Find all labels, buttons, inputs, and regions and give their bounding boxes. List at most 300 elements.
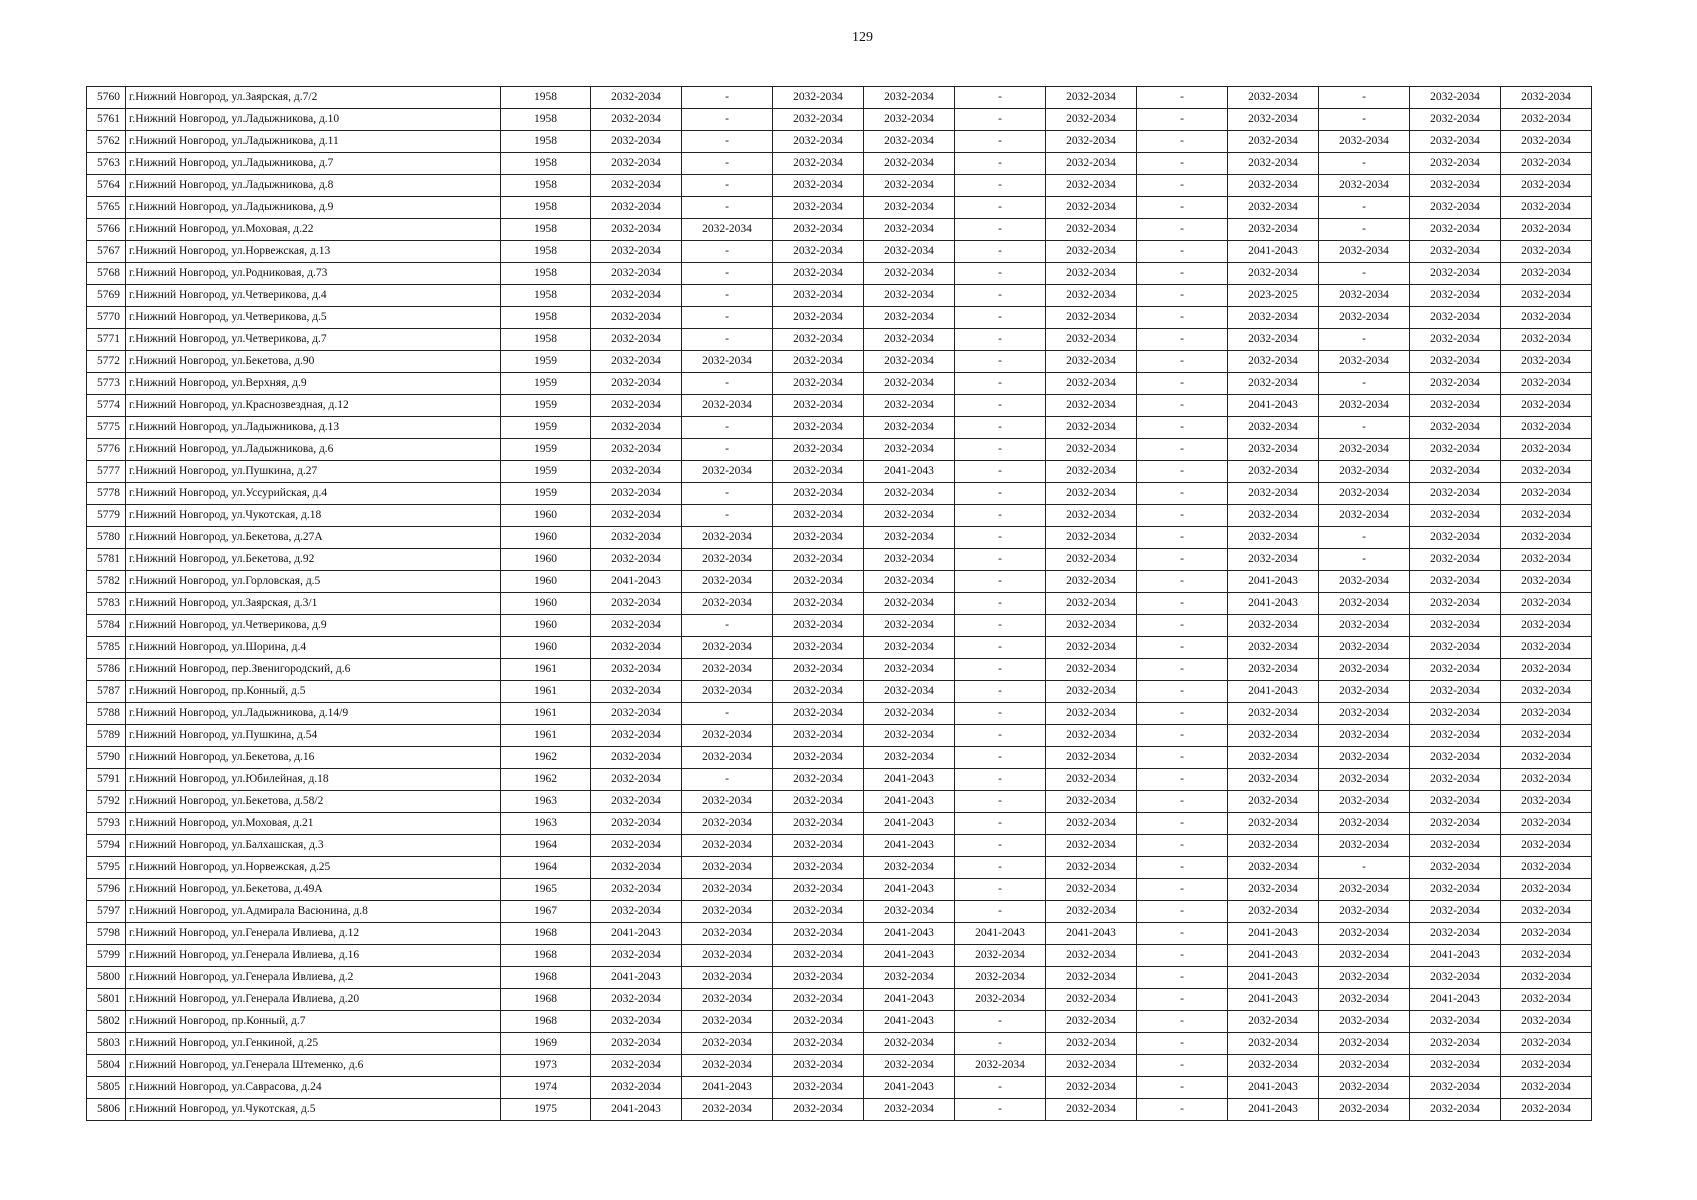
period-cell: 2032-2034 xyxy=(1410,901,1501,923)
period-cell: 2032-2034 xyxy=(773,725,864,747)
period-cell: 2032-2034 xyxy=(1228,901,1319,923)
period-cell: 2032-2034 xyxy=(773,835,864,857)
period-cell: 2041-2043 xyxy=(1046,923,1137,945)
period-cell: 2032-2034 xyxy=(773,505,864,527)
period-cell: - xyxy=(1137,527,1228,549)
period-cell: - xyxy=(955,747,1046,769)
period-cell: 2032-2034 xyxy=(864,857,955,879)
period-cell: - xyxy=(955,175,1046,197)
period-cell: 2032-2034 xyxy=(1228,373,1319,395)
page-number: 129 xyxy=(852,30,873,45)
period-cell: 2032-2034 xyxy=(591,329,682,351)
period-cell: 2032-2034 xyxy=(1046,417,1137,439)
year-cell: 1959 xyxy=(501,439,591,461)
period-cell: 2032-2034 xyxy=(591,1077,682,1099)
period-cell: - xyxy=(955,351,1046,373)
period-cell: 2032-2034 xyxy=(1410,615,1501,637)
table-row xyxy=(87,505,1592,527)
period-cell: 2032-2034 xyxy=(773,945,864,967)
period-cell: 2032-2034 xyxy=(591,857,682,879)
period-cell: 2032-2034 xyxy=(864,549,955,571)
period-cell: - xyxy=(955,637,1046,659)
period-cell: - xyxy=(1137,637,1228,659)
period-cell: - xyxy=(955,725,1046,747)
period-cell: 2032-2034 xyxy=(1501,241,1592,263)
period-cell: 2032-2034 xyxy=(773,1011,864,1033)
year-cell: 1958 xyxy=(501,109,591,131)
period-cell: 2032-2034 xyxy=(1410,659,1501,681)
period-cell: - xyxy=(682,483,773,505)
period-cell: - xyxy=(1137,87,1228,109)
period-cell: 2032-2034 xyxy=(773,747,864,769)
table-row xyxy=(87,1055,1592,1077)
address-cell: г.Нижний Новгород, ул.Горловская, д.5 xyxy=(126,571,501,593)
period-cell: 2032-2034 xyxy=(773,263,864,285)
period-cell: 2032-2034 xyxy=(773,1055,864,1077)
period-cell: 2032-2034 xyxy=(1228,263,1319,285)
table-row xyxy=(87,329,1592,351)
period-cell: 2032-2034 xyxy=(1046,373,1137,395)
period-cell: 2041-2043 xyxy=(864,1011,955,1033)
period-cell: - xyxy=(1137,109,1228,131)
table-row xyxy=(87,615,1592,637)
period-cell: 2032-2034 xyxy=(1228,769,1319,791)
year-cell: 1961 xyxy=(501,659,591,681)
period-cell: 2032-2034 xyxy=(1501,1077,1592,1099)
period-cell: - xyxy=(1137,615,1228,637)
row-number-cell: 5796 xyxy=(87,879,126,901)
year-cell: 1968 xyxy=(501,945,591,967)
period-cell: 2032-2034 xyxy=(1501,703,1592,725)
period-cell: - xyxy=(1137,197,1228,219)
address-cell: г.Нижний Новгород, ул.Четверикова, д.9 xyxy=(126,615,501,637)
period-cell: 2041-2043 xyxy=(864,879,955,901)
period-cell: 2032-2034 xyxy=(591,549,682,571)
table-body xyxy=(87,87,1592,1121)
period-cell: 2032-2034 xyxy=(773,857,864,879)
period-cell: 2041-2043 xyxy=(864,835,955,857)
period-cell: - xyxy=(1137,219,1228,241)
period-cell: 2032-2034 xyxy=(591,417,682,439)
year-cell: 1958 xyxy=(501,131,591,153)
period-cell: 2032-2034 xyxy=(1410,505,1501,527)
period-cell: 2032-2034 xyxy=(682,967,773,989)
address-cell: г.Нижний Новгород, ул.Краснозвездная, д.12 xyxy=(126,395,501,417)
address-cell: г.Нижний Новгород, ул.Четверикова, д.5 xyxy=(126,307,501,329)
period-cell: - xyxy=(682,153,773,175)
period-cell: - xyxy=(955,593,1046,615)
period-cell: 2032-2034 xyxy=(1046,263,1137,285)
period-cell: 2032-2034 xyxy=(1319,747,1410,769)
year-cell: 1975 xyxy=(501,1099,591,1121)
period-cell: 2041-2043 xyxy=(682,1077,773,1099)
period-cell: 2032-2034 xyxy=(682,571,773,593)
period-cell: 2041-2043 xyxy=(591,967,682,989)
period-cell: - xyxy=(1137,945,1228,967)
period-cell: 2032-2034 xyxy=(591,769,682,791)
period-cell: 2032-2034 xyxy=(1501,901,1592,923)
period-cell: 2032-2034 xyxy=(773,373,864,395)
period-cell: 2032-2034 xyxy=(1501,175,1592,197)
period-cell: 2032-2034 xyxy=(1046,505,1137,527)
period-cell: 2041-2043 xyxy=(1228,945,1319,967)
period-cell: 2032-2034 xyxy=(1410,241,1501,263)
period-cell: 2032-2034 xyxy=(1046,197,1137,219)
table-row xyxy=(87,879,1592,901)
table-row xyxy=(87,527,1592,549)
address-cell: г.Нижний Новгород, ул.Бекетова, д.49А xyxy=(126,879,501,901)
period-cell: 2032-2034 xyxy=(1228,329,1319,351)
row-number-cell: 5780 xyxy=(87,527,126,549)
period-cell: 2032-2034 xyxy=(1410,483,1501,505)
period-cell: 2032-2034 xyxy=(864,241,955,263)
period-cell: 2032-2034 xyxy=(591,593,682,615)
period-cell: 2032-2034 xyxy=(1410,747,1501,769)
period-cell: - xyxy=(1319,197,1410,219)
row-number-cell: 5799 xyxy=(87,945,126,967)
period-cell: 2032-2034 xyxy=(1319,241,1410,263)
period-cell: 2032-2034 xyxy=(682,549,773,571)
period-cell: 2032-2034 xyxy=(1501,593,1592,615)
table-row xyxy=(87,483,1592,505)
period-cell: 2032-2034 xyxy=(864,131,955,153)
period-cell: - xyxy=(955,1099,1046,1121)
period-cell: - xyxy=(955,439,1046,461)
period-cell: - xyxy=(1137,703,1228,725)
period-cell: - xyxy=(682,87,773,109)
row-number-cell: 5777 xyxy=(87,461,126,483)
period-cell: 2032-2034 xyxy=(1319,571,1410,593)
period-cell: 2032-2034 xyxy=(1501,461,1592,483)
period-cell: 2032-2034 xyxy=(682,637,773,659)
period-cell: 2032-2034 xyxy=(1228,109,1319,131)
period-cell: - xyxy=(1319,549,1410,571)
address-cell: г.Нижний Новгород, ул.Ладыжникова, д.9 xyxy=(126,197,501,219)
period-cell: 2041-2043 xyxy=(1228,241,1319,263)
period-cell: 2032-2034 xyxy=(955,989,1046,1011)
period-cell: - xyxy=(1137,483,1228,505)
period-cell: 2032-2034 xyxy=(1228,219,1319,241)
period-cell: 2041-2043 xyxy=(1410,945,1501,967)
period-cell: 2032-2034 xyxy=(682,527,773,549)
period-cell: - xyxy=(955,879,1046,901)
period-cell: 2032-2034 xyxy=(1410,571,1501,593)
period-cell: 2032-2034 xyxy=(773,527,864,549)
period-cell: - xyxy=(1137,681,1228,703)
year-cell: 1959 xyxy=(501,373,591,395)
period-cell: 2032-2034 xyxy=(682,593,773,615)
period-cell: 2032-2034 xyxy=(1046,439,1137,461)
period-cell: 2032-2034 xyxy=(1501,813,1592,835)
period-cell: - xyxy=(955,153,1046,175)
period-cell: 2032-2034 xyxy=(1046,835,1137,857)
year-cell: 1961 xyxy=(501,703,591,725)
table-row xyxy=(87,461,1592,483)
period-cell: 2032-2034 xyxy=(1319,285,1410,307)
period-cell: 2032-2034 xyxy=(864,373,955,395)
period-cell: 2032-2034 xyxy=(1228,417,1319,439)
table-row xyxy=(87,1033,1592,1055)
period-cell: 2032-2034 xyxy=(1410,813,1501,835)
period-cell: 2041-2043 xyxy=(864,945,955,967)
period-cell: 2032-2034 xyxy=(864,681,955,703)
row-number-cell: 5762 xyxy=(87,131,126,153)
year-cell: 1964 xyxy=(501,835,591,857)
period-cell: - xyxy=(1137,417,1228,439)
address-cell: г.Нижний Новгород, ул.Норвежская, д.25 xyxy=(126,857,501,879)
period-cell: 2032-2034 xyxy=(682,395,773,417)
year-cell: 1958 xyxy=(501,329,591,351)
period-cell: 2032-2034 xyxy=(591,901,682,923)
period-cell: - xyxy=(1137,1099,1228,1121)
year-cell: 1958 xyxy=(501,219,591,241)
period-cell: 2032-2034 xyxy=(591,395,682,417)
period-cell: 2032-2034 xyxy=(682,219,773,241)
period-cell: 2041-2043 xyxy=(591,1099,682,1121)
row-number-cell: 5783 xyxy=(87,593,126,615)
period-cell: 2032-2034 xyxy=(682,725,773,747)
address-cell: г.Нижний Новгород, ул.Четверикова, д.7 xyxy=(126,329,501,351)
year-cell: 1958 xyxy=(501,87,591,109)
address-cell: г.Нижний Новгород, ул.Моховая, д.22 xyxy=(126,219,501,241)
period-cell: 2032-2034 xyxy=(1046,307,1137,329)
period-cell: - xyxy=(955,615,1046,637)
period-cell: 2032-2034 xyxy=(1410,681,1501,703)
period-cell: 2032-2034 xyxy=(591,527,682,549)
period-cell: - xyxy=(955,109,1046,131)
period-cell: 2032-2034 xyxy=(864,329,955,351)
period-cell: 2032-2034 xyxy=(1228,1011,1319,1033)
period-cell: 2032-2034 xyxy=(1046,747,1137,769)
period-cell: 2032-2034 xyxy=(591,109,682,131)
table-row xyxy=(87,857,1592,879)
period-cell: - xyxy=(955,527,1046,549)
period-cell: 2032-2034 xyxy=(1501,725,1592,747)
period-cell: 2032-2034 xyxy=(773,395,864,417)
period-cell: 2032-2034 xyxy=(591,241,682,263)
year-cell: 1963 xyxy=(501,813,591,835)
row-number-cell: 5782 xyxy=(87,571,126,593)
year-cell: 1960 xyxy=(501,615,591,637)
period-cell: - xyxy=(955,571,1046,593)
address-cell: г.Нижний Новгород, пр.Конный, д.5 xyxy=(126,681,501,703)
period-cell: 2032-2034 xyxy=(1319,175,1410,197)
period-cell: 2041-2043 xyxy=(1228,593,1319,615)
period-cell: 2032-2034 xyxy=(773,923,864,945)
address-cell: г.Нижний Новгород, пер.Звенигородский, д.6 xyxy=(126,659,501,681)
period-cell: 2032-2034 xyxy=(1046,527,1137,549)
period-cell: 2032-2034 xyxy=(1501,857,1592,879)
period-cell: 2032-2034 xyxy=(1410,1077,1501,1099)
address-cell: г.Нижний Новгород, ул.Генерала Ивлиева, д.20 xyxy=(126,989,501,1011)
period-cell: - xyxy=(682,197,773,219)
period-cell: 2032-2034 xyxy=(1319,615,1410,637)
period-cell: 2032-2034 xyxy=(1501,263,1592,285)
period-cell: 2032-2034 xyxy=(955,1055,1046,1077)
period-cell: 2032-2034 xyxy=(1319,439,1410,461)
period-cell: 2032-2034 xyxy=(591,373,682,395)
period-cell: - xyxy=(1137,241,1228,263)
period-cell: 2032-2034 xyxy=(864,571,955,593)
period-cell: 2032-2034 xyxy=(1046,1055,1137,1077)
period-cell: 2032-2034 xyxy=(1319,637,1410,659)
row-number-cell: 5776 xyxy=(87,439,126,461)
period-cell: 2032-2034 xyxy=(1501,571,1592,593)
period-cell: - xyxy=(1137,879,1228,901)
address-cell: г.Нижний Новгород, ул.Заярская, д.7/2 xyxy=(126,87,501,109)
period-cell: 2032-2034 xyxy=(682,923,773,945)
period-cell: 2032-2034 xyxy=(1410,549,1501,571)
period-cell: 2032-2034 xyxy=(1501,747,1592,769)
year-cell: 1960 xyxy=(501,593,591,615)
table-row xyxy=(87,395,1592,417)
row-number-cell: 5790 xyxy=(87,747,126,769)
period-cell: 2032-2034 xyxy=(1046,769,1137,791)
period-cell: 2032-2034 xyxy=(591,131,682,153)
period-cell: 2041-2043 xyxy=(1228,681,1319,703)
row-number-cell: 5764 xyxy=(87,175,126,197)
period-cell: 2032-2034 xyxy=(1228,659,1319,681)
period-cell: - xyxy=(682,307,773,329)
period-cell: - xyxy=(1137,659,1228,681)
address-cell: г.Нижний Новгород, ул.Генерала Ивлиева, д.16 xyxy=(126,945,501,967)
period-cell: 2032-2034 xyxy=(1228,197,1319,219)
period-cell: 2032-2034 xyxy=(1410,461,1501,483)
period-cell: 2032-2034 xyxy=(1410,131,1501,153)
period-cell: 2041-2043 xyxy=(1228,967,1319,989)
period-cell: - xyxy=(1319,527,1410,549)
row-number-cell: 5795 xyxy=(87,857,126,879)
period-cell: 2032-2034 xyxy=(1046,87,1137,109)
row-number-cell: 5802 xyxy=(87,1011,126,1033)
period-cell: 2032-2034 xyxy=(773,417,864,439)
period-cell: 2032-2034 xyxy=(1319,703,1410,725)
period-cell: 2032-2034 xyxy=(773,109,864,131)
table-row xyxy=(87,681,1592,703)
period-cell: - xyxy=(955,197,1046,219)
period-cell: - xyxy=(955,505,1046,527)
year-cell: 1969 xyxy=(501,1033,591,1055)
period-cell: 2041-2043 xyxy=(1410,989,1501,1011)
period-cell: 2032-2034 xyxy=(773,1077,864,1099)
period-cell: 2032-2034 xyxy=(773,307,864,329)
row-number-cell: 5774 xyxy=(87,395,126,417)
period-cell: 2032-2034 xyxy=(773,1033,864,1055)
period-cell: 2032-2034 xyxy=(1046,857,1137,879)
period-cell: 2032-2034 xyxy=(1228,351,1319,373)
period-cell: - xyxy=(1319,417,1410,439)
year-cell: 1958 xyxy=(501,307,591,329)
address-cell: г.Нижний Новгород, ул.Ладыжникова, д.8 xyxy=(126,175,501,197)
period-cell: - xyxy=(1137,153,1228,175)
period-cell: 2032-2034 xyxy=(1228,87,1319,109)
period-cell: 2032-2034 xyxy=(591,703,682,725)
period-cell: 2032-2034 xyxy=(1046,109,1137,131)
table-row xyxy=(87,439,1592,461)
period-cell: - xyxy=(682,373,773,395)
table-row xyxy=(87,263,1592,285)
period-cell: 2032-2034 xyxy=(1228,725,1319,747)
period-cell: 2032-2034 xyxy=(773,703,864,725)
period-cell: 2032-2034 xyxy=(591,835,682,857)
period-cell: 2032-2034 xyxy=(591,461,682,483)
period-cell: - xyxy=(955,901,1046,923)
period-cell: 2041-2043 xyxy=(864,461,955,483)
period-cell: 2032-2034 xyxy=(1410,175,1501,197)
table-row xyxy=(87,703,1592,725)
table-row xyxy=(87,945,1592,967)
period-cell: 2032-2034 xyxy=(864,527,955,549)
row-number-cell: 5806 xyxy=(87,1099,126,1121)
period-cell: 2041-2043 xyxy=(864,813,955,835)
period-cell: 2041-2043 xyxy=(864,791,955,813)
row-number-cell: 5770 xyxy=(87,307,126,329)
period-cell: 2032-2034 xyxy=(1410,307,1501,329)
table-row xyxy=(87,637,1592,659)
year-cell: 1968 xyxy=(501,989,591,1011)
period-cell: 2032-2034 xyxy=(1501,791,1592,813)
period-cell: 2032-2034 xyxy=(1410,1055,1501,1077)
period-cell: 2032-2034 xyxy=(1501,395,1592,417)
period-cell: - xyxy=(1137,329,1228,351)
period-cell: - xyxy=(955,307,1046,329)
table-row xyxy=(87,571,1592,593)
period-cell: 2032-2034 xyxy=(1046,659,1137,681)
period-cell: 2032-2034 xyxy=(1046,967,1137,989)
period-cell: 2023-2025 xyxy=(1228,285,1319,307)
period-cell: 2032-2034 xyxy=(682,813,773,835)
period-cell: 2032-2034 xyxy=(1410,637,1501,659)
period-cell: 2032-2034 xyxy=(1501,967,1592,989)
period-cell: 2041-2043 xyxy=(1228,571,1319,593)
period-cell: 2032-2034 xyxy=(773,571,864,593)
period-cell: - xyxy=(682,615,773,637)
period-cell: 2032-2034 xyxy=(682,791,773,813)
address-cell: г.Нижний Новгород, ул.Ладыжникова, д.11 xyxy=(126,131,501,153)
address-cell: г.Нижний Новгород, ул.Пушкина, д.54 xyxy=(126,725,501,747)
period-cell: - xyxy=(955,263,1046,285)
period-cell: - xyxy=(1137,901,1228,923)
period-cell: 2032-2034 xyxy=(773,285,864,307)
table-row xyxy=(87,1077,1592,1099)
address-cell: г.Нижний Новгород, ул.Адмирала Васюнина, д.8 xyxy=(126,901,501,923)
period-cell: 2032-2034 xyxy=(591,307,682,329)
period-cell: - xyxy=(682,263,773,285)
address-cell: г.Нижний Новгород, ул.Пушкина, д.27 xyxy=(126,461,501,483)
period-cell: 2032-2034 xyxy=(1410,395,1501,417)
address-cell: г.Нижний Новгород, ул.Ладыжникова, д.6 xyxy=(126,439,501,461)
period-cell: - xyxy=(1137,351,1228,373)
address-cell: г.Нижний Новгород, ул.Чукотская, д.18 xyxy=(126,505,501,527)
period-cell: 2032-2034 xyxy=(591,263,682,285)
period-cell: 2032-2034 xyxy=(1228,835,1319,857)
period-cell: - xyxy=(955,87,1046,109)
period-cell: 2032-2034 xyxy=(591,813,682,835)
period-cell: 2032-2034 xyxy=(591,483,682,505)
table-row xyxy=(87,659,1592,681)
period-cell: - xyxy=(1137,505,1228,527)
period-cell: 2032-2034 xyxy=(864,615,955,637)
period-cell: - xyxy=(682,505,773,527)
period-cell: 2032-2034 xyxy=(682,835,773,857)
period-cell: 2032-2034 xyxy=(1228,483,1319,505)
period-cell: 2032-2034 xyxy=(864,1099,955,1121)
period-cell: 2032-2034 xyxy=(1228,637,1319,659)
period-cell: 2032-2034 xyxy=(591,197,682,219)
period-cell: - xyxy=(682,703,773,725)
period-cell: 2032-2034 xyxy=(864,109,955,131)
period-cell: 2032-2034 xyxy=(1410,791,1501,813)
